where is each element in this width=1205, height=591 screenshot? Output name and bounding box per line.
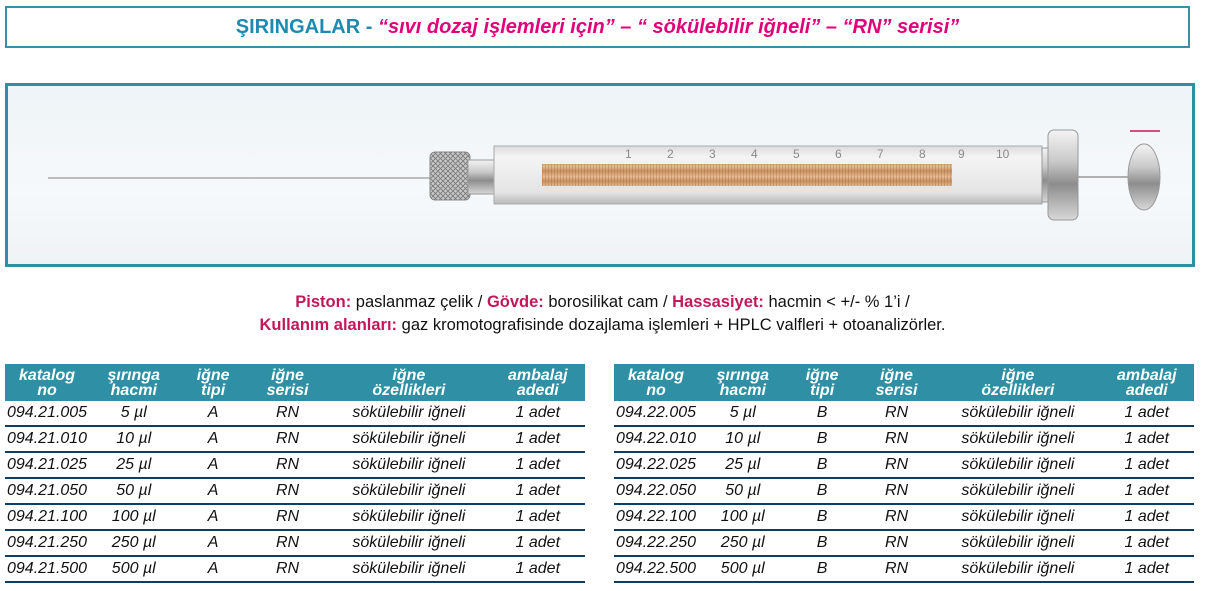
table-row — [614, 452, 1194, 478]
cell-needle-type: B — [787, 426, 856, 452]
scale-number: 2 — [667, 147, 674, 161]
cell-needle-series: RN — [248, 530, 327, 556]
needle-knurled-nut — [430, 152, 470, 200]
cell-needle-features: sökülebilir iğneli — [327, 530, 490, 556]
cell-needle-type: A — [178, 478, 247, 504]
cell-needle-type: A — [178, 401, 247, 426]
cell-needle-series: RN — [857, 556, 936, 582]
table-row — [614, 504, 1194, 530]
column-header-line: serisi — [875, 382, 918, 399]
column-header-line: şırınga — [716, 367, 769, 384]
cell-needle-series: RN — [857, 426, 936, 452]
column-header-line: katalog — [19, 367, 76, 384]
column-header-line: hacmi — [110, 382, 157, 399]
cell-package-qty: 1 adet — [491, 452, 585, 478]
column-header-line: no — [646, 382, 666, 399]
cell-package-qty: 1 adet — [1100, 401, 1194, 426]
table-row — [5, 478, 585, 504]
cell-needle-series: RN — [248, 401, 327, 426]
syringe-image-panel — [5, 83, 1195, 267]
cell-catalog-no: 094.21.005 — [5, 401, 89, 426]
cell-needle-series: RN — [248, 478, 327, 504]
cell-needle-features: sökülebilir iğneli — [936, 556, 1099, 582]
cell-needle-features: sökülebilir iğneli — [936, 401, 1099, 426]
cell-needle-type: B — [787, 478, 856, 504]
cell-package-qty: 1 adet — [1100, 452, 1194, 478]
page-title-box — [5, 6, 1190, 48]
column-header-line: hacmi — [719, 382, 766, 399]
cell-needle-series: RN — [857, 504, 936, 530]
hassasiyet-label: Hassasiyet: — [672, 293, 764, 311]
scale-number: 10 — [996, 147, 1010, 161]
column-header-needle-type — [787, 364, 856, 401]
column-header-line: özellikleri — [372, 382, 446, 399]
scale-number: 9 — [958, 147, 965, 161]
cell-syringe-volume: 250 µl — [698, 530, 787, 556]
cell-syringe-volume: 50 µl — [698, 478, 787, 504]
cell-needle-type: B — [787, 401, 856, 426]
column-header-line: iğne — [392, 367, 426, 384]
cell-needle-type: A — [178, 530, 247, 556]
column-header-line: ambalaj — [507, 367, 568, 384]
cell-package-qty: 1 adet — [491, 530, 585, 556]
cell-package-qty: 1 adet — [491, 556, 585, 582]
column-header-line: özellikleri — [981, 382, 1055, 399]
cell-catalog-no: 094.21.250 — [5, 530, 89, 556]
column-header-line: tipi — [810, 382, 835, 399]
cell-needle-features: sökülebilir iğneli — [936, 426, 1099, 452]
cell-needle-type: A — [178, 426, 247, 452]
column-header-needle-series — [857, 364, 936, 401]
column-header-catalog-no — [5, 364, 89, 401]
column-header-line: katalog — [628, 367, 685, 384]
description-line-1 — [0, 293, 1205, 312]
table-row — [5, 530, 585, 556]
column-header-line: serisi — [266, 382, 309, 399]
govde-label: Gövde: — [486, 293, 544, 311]
plunger-button — [1128, 144, 1160, 210]
cell-catalog-no: 094.21.050 — [5, 478, 89, 504]
column-header-line: no — [37, 382, 57, 399]
cell-needle-features: sökülebilir iğneli — [327, 401, 490, 426]
cell-needle-series: RN — [248, 556, 327, 582]
cell-package-qty: 1 adet — [1100, 504, 1194, 530]
barrel-flange — [1048, 130, 1078, 220]
scale-number: 6 — [835, 147, 842, 161]
table-row — [614, 530, 1194, 556]
scale-number: 5 — [793, 147, 800, 161]
cell-needle-series: RN — [857, 452, 936, 478]
cell-needle-features: sökülebilir iğneli — [936, 530, 1099, 556]
description-line-2 — [0, 316, 1205, 335]
cell-needle-features: sökülebilir iğneli — [327, 452, 490, 478]
cell-needle-type: B — [787, 452, 856, 478]
cell-needle-features: sökülebilir iğneli — [327, 556, 490, 582]
scale-number: 4 — [751, 147, 758, 161]
cell-needle-series: RN — [857, 401, 936, 426]
piston-label: Piston: — [295, 293, 352, 311]
cell-syringe-volume: 500 µl — [698, 556, 787, 582]
cell-syringe-volume: 5 µl — [698, 401, 787, 426]
cell-needle-features: sökülebilir iğneli — [936, 504, 1099, 530]
piston-value: paslanmaz çelik / — [351, 293, 487, 311]
table-row — [5, 504, 585, 530]
cell-needle-type: A — [178, 556, 247, 582]
column-header-line: iğne — [1001, 367, 1035, 384]
cell-catalog-no: 094.21.025 — [5, 452, 89, 478]
column-header-needle-features — [327, 364, 490, 401]
column-header-catalog-no — [614, 364, 698, 401]
cell-catalog-no: 094.21.100 — [5, 504, 89, 530]
scale-number: 8 — [919, 147, 926, 161]
cell-needle-features: sökülebilir iğneli — [936, 452, 1099, 478]
table-row — [614, 426, 1194, 452]
cell-package-qty: 1 adet — [1100, 478, 1194, 504]
column-header-package-qty — [491, 364, 585, 401]
cell-needle-features: sökülebilir iğneli — [327, 504, 490, 530]
cell-needle-type: B — [787, 504, 856, 530]
cell-needle-type: A — [178, 504, 247, 530]
cell-package-qty: 1 adet — [491, 401, 585, 426]
column-header-line: iğne — [196, 367, 230, 384]
cell-needle-series: RN — [857, 478, 936, 504]
plunger-coil — [542, 164, 952, 186]
cell-catalog-no: 094.22.050 — [614, 478, 698, 504]
cell-catalog-no: 094.21.500 — [5, 556, 89, 582]
table-row — [5, 556, 585, 582]
column-header-package-qty — [1100, 364, 1194, 401]
syringe-illustration — [8, 86, 1192, 264]
cell-syringe-volume: 25 µl — [698, 452, 787, 478]
cell-needle-features: sökülebilir iğneli — [327, 478, 490, 504]
govde-value: borosilikat cam / — [543, 293, 673, 311]
cell-needle-type: A — [178, 452, 247, 478]
cell-needle-features: sökülebilir iğneli — [327, 426, 490, 452]
column-header-line: ambalaj — [1116, 367, 1177, 384]
cell-syringe-volume: 100 µl — [89, 504, 178, 530]
table-header-row — [614, 364, 1194, 401]
cell-needle-type: B — [787, 530, 856, 556]
column-header-line: adedi — [516, 382, 559, 399]
column-header-line: iğne — [805, 367, 839, 384]
cell-needle-series: RN — [248, 504, 327, 530]
column-header-syringe-volume — [89, 364, 178, 401]
scale-number: 7 — [877, 147, 884, 161]
cell-package-qty: 1 adet — [1100, 530, 1194, 556]
column-header-line: şırınga — [107, 367, 160, 384]
cell-catalog-no: 094.22.500 — [614, 556, 698, 582]
table-row — [614, 401, 1194, 426]
cell-catalog-no: 094.22.025 — [614, 452, 698, 478]
column-header-syringe-volume — [698, 364, 787, 401]
column-header-line: adedi — [1125, 382, 1168, 399]
column-header-line: iğne — [271, 367, 304, 384]
cell-syringe-volume: 500 µl — [89, 556, 178, 582]
cell-syringe-volume: 10 µl — [698, 426, 787, 452]
table-row — [5, 452, 585, 478]
catalog-table-b — [614, 364, 1194, 583]
kullanim-value: gaz kromotografisinde dozajlama işlemleri + HPLC valfleri + otoanalizörler. — [397, 316, 946, 334]
cell-needle-type: B — [787, 556, 856, 582]
table-row — [5, 401, 585, 426]
cell-package-qty: 1 adet — [491, 504, 585, 530]
column-header-line: iğne — [880, 367, 913, 384]
table-row — [5, 426, 585, 452]
column-header-line: tipi — [201, 382, 226, 399]
cell-package-qty: 1 adet — [1100, 556, 1194, 582]
cell-syringe-volume: 5 µl — [89, 401, 178, 426]
cell-package-qty: 1 adet — [491, 478, 585, 504]
catalog-table-a — [5, 364, 585, 583]
cell-needle-series: RN — [857, 530, 936, 556]
cell-package-qty: 1 adet — [491, 426, 585, 452]
cell-package-qty: 1 adet — [1100, 426, 1194, 452]
table-row — [614, 556, 1194, 582]
column-header-needle-series — [248, 364, 327, 401]
page-title: ŞIRINGALAR - — [235, 16, 378, 38]
cell-needle-series: RN — [248, 452, 327, 478]
table-row — [614, 478, 1194, 504]
hassasiyet-value: hacmin < +/- % 1’i / — [763, 293, 910, 311]
scale-number: 1 — [625, 147, 632, 161]
cell-syringe-volume: 100 µl — [698, 504, 787, 530]
cell-catalog-no: 094.21.010 — [5, 426, 89, 452]
cell-needle-features: sökülebilir iğneli — [936, 478, 1099, 504]
page-subtitle: “sıvı dozaj işlemleri için” – “ sökülebilir iğneli” – “RN” serisi” — [377, 16, 960, 38]
cell-catalog-no: 094.22.005 — [614, 401, 698, 426]
needle-hub — [468, 160, 496, 194]
cell-syringe-volume: 10 µl — [89, 426, 178, 452]
column-header-needle-features — [936, 364, 1099, 401]
cell-syringe-volume: 25 µl — [89, 452, 178, 478]
cell-catalog-no: 094.22.250 — [614, 530, 698, 556]
cell-needle-series: RN — [248, 426, 327, 452]
cell-catalog-no: 094.22.100 — [614, 504, 698, 530]
table-header-row — [5, 364, 585, 401]
cell-syringe-volume: 50 µl — [89, 478, 178, 504]
cell-syringe-volume: 250 µl — [89, 530, 178, 556]
kullanim-label: Kullanım alanları: — [259, 316, 398, 334]
column-header-needle-type — [178, 364, 247, 401]
cell-catalog-no: 094.22.010 — [614, 426, 698, 452]
scale-number: 3 — [709, 147, 716, 161]
